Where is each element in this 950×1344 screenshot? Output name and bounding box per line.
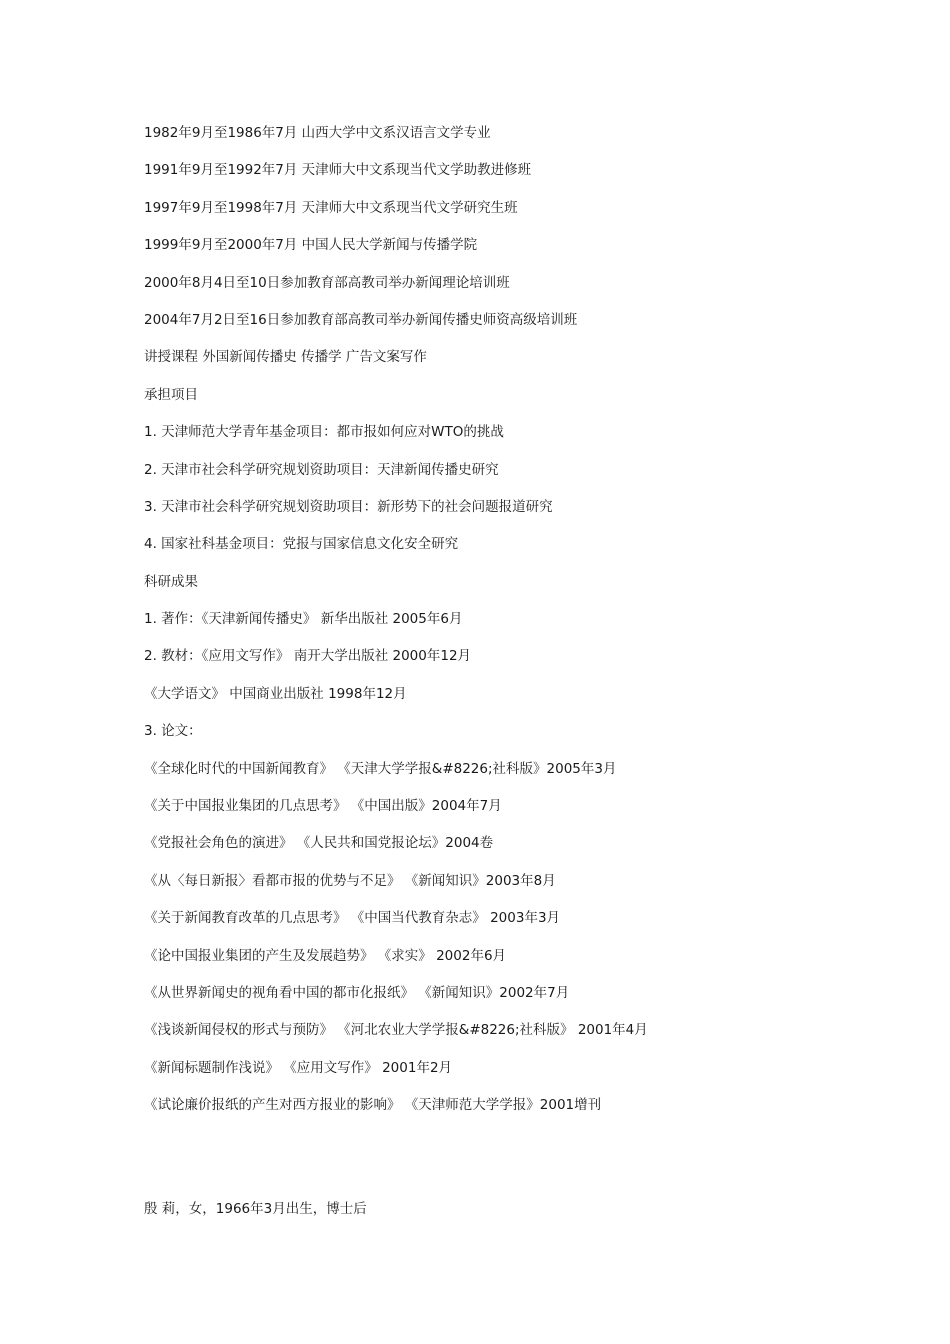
project-item-3: 3. 天津市社会科学研究规划资助项目：新形势下的社会问题报道研究 bbox=[144, 498, 553, 515]
project-item-1: 1. 天津师范大学青年基金项目：都市报如何应对WTO的挑战 bbox=[144, 424, 504, 441]
training-entry-1: 2000年8月4日至10日参加教育部高教司举办新闻理论培训班 bbox=[144, 274, 510, 291]
paper-item-5: 《关于新闻教育改革的几点思考》 《中国当代教育杂志》 2003年3月 bbox=[144, 910, 561, 927]
education-entry-3: 1997年9月至1998年7月 天津师大中文系现当代文学研究生班 bbox=[144, 199, 518, 216]
paper-item-1: 《全球化时代的中国新闻教育》 《天津大学学报&#8226;社科版》2005年3月 bbox=[144, 760, 617, 777]
section-spacer bbox=[144, 1132, 864, 1198]
paper-item-10: 《试论廉价报纸的产生对西方报业的影响》 《天津师范大学学报》2001增刊 bbox=[144, 1097, 602, 1114]
bio-line: 殷 莉，女，1966年3月出生，博士后 bbox=[144, 1200, 367, 1217]
project-item-2: 2. 天津市社会科学研究规划资助项目：天津新闻传播史研究 bbox=[144, 461, 499, 478]
paper-item-2: 《关于中国报业集团的几点思考》 《中国出版》2004年7月 bbox=[144, 798, 502, 815]
publication-book: 1. 著作：《天津新闻传播史》 新华出版社 2005年6月 bbox=[144, 611, 463, 628]
education-entry-4: 1999年9月至2000年7月 中国人民大学新闻与传播学院 bbox=[144, 237, 478, 254]
paper-item-7: 《从世界新闻史的视角看中国的都市化报纸》 《新闻知识》2002年7月 bbox=[144, 984, 570, 1001]
papers-heading: 3. 论文： bbox=[144, 723, 202, 740]
education-entry-2: 1991年9月至1992年7月 天津师大中文系现当代文学助教进修班 bbox=[144, 162, 532, 179]
publication-textbook-2: 《大学语文》 中国商业出版社 1998年12月 bbox=[144, 685, 407, 702]
project-item-4: 4. 国家社科基金项目：党报与国家信息文化安全研究 bbox=[144, 536, 459, 553]
paper-item-6: 《论中国报业集团的产生及发展趋势》 《求实》 2002年6月 bbox=[144, 947, 507, 964]
paper-item-3: 《党报社会角色的演进》 《人民共和国党报论坛》2004卷 bbox=[144, 835, 494, 852]
training-entry-2: 2004年7月2日至16日参加教育部高教司举办新闻传播史师资高级培训班 bbox=[144, 311, 578, 328]
projects-heading: 承担项目 bbox=[144, 386, 198, 403]
paper-item-8: 《浅谈新闻侵权的形式与预防》 《河北农业大学学报&#8226;社科版》 2001年4月 bbox=[144, 1022, 648, 1039]
education-entry-1: 1982年9月至1986年7月 山西大学中文系汉语言文学专业 bbox=[144, 125, 491, 141]
paper-item-4: 《从〈每日新报〉看都市报的优势与不足》 《新闻知识》2003年8月 bbox=[144, 872, 556, 889]
publication-textbook-1: 2. 教材：《应用文写作》 南开大学出版社 2000年12月 bbox=[144, 648, 472, 665]
courses-taught: 讲授课程 外国新闻传播史 传播学 广告文案写作 bbox=[144, 349, 427, 366]
research-heading: 科研成果 bbox=[144, 573, 198, 590]
document-page bbox=[144, 122, 864, 1220]
paper-item-9: 《新闻标题制作浅说》 《应用文写作》 2001年2月 bbox=[144, 1059, 453, 1076]
